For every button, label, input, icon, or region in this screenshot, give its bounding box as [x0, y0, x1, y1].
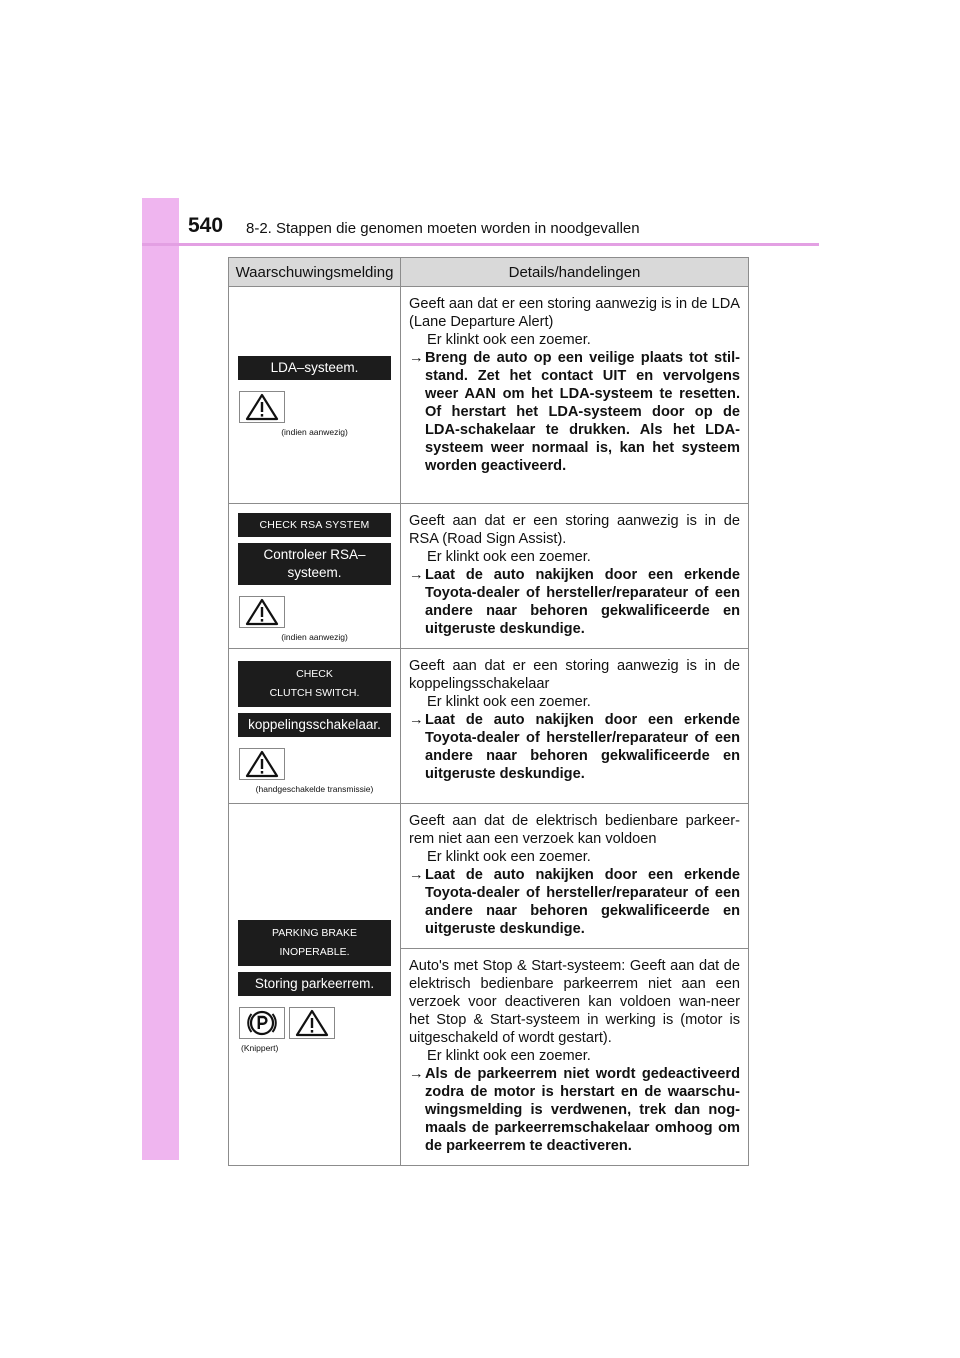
blinking-caption: (Knippert)	[241, 1042, 279, 1053]
warning-triangle-icon	[239, 596, 285, 628]
warning-message-line: CHECK	[296, 668, 333, 680]
chapter-side-tab	[142, 198, 179, 1160]
action-instruction	[409, 866, 740, 938]
availability-caption: (indien aanwezig)	[281, 632, 348, 642]
details-cell	[401, 949, 749, 1166]
arrow-icon: →	[409, 567, 424, 583]
buzzer-note: Er klinkt ook een zoemer.	[427, 332, 591, 348]
buzzer-note: Er klinkt ook een zoemer.	[427, 694, 591, 710]
action-text: Als de parkeerrem niet wordt gedeactiveerd zodra de motor is herstart en de waarschu-wingsmelding is verdwenen, trek dan nog-maals de parkeerremschakelaar omhoog om de parkeerrem te deactiveren.	[425, 1066, 740, 1154]
section-title: 8-2. Stappen die genomen moeten worden in noodgevallen	[246, 220, 640, 237]
table-row	[229, 804, 749, 949]
warning-message-clutch: koppelingsschakelaar.	[238, 713, 391, 737]
warning-message-lda: LDA–systeem.	[238, 356, 391, 380]
availability-caption: (handgeschakelde transmissie)	[255, 784, 374, 794]
warning-message-storing-parkeerrem: Storing parkeerrem.	[238, 972, 391, 996]
table-row	[229, 649, 749, 804]
warning-message-line: INOPERABLE.	[279, 945, 350, 958]
warning-image-cell	[229, 287, 401, 504]
header-rule	[142, 243, 819, 246]
action-instruction	[409, 1065, 740, 1155]
details-cell	[401, 287, 749, 504]
column-header-warning: Waarschuwingsmelding	[229, 258, 401, 287]
warning-message-check-clutch	[238, 661, 391, 707]
parking-brake-p-icon	[239, 1007, 285, 1039]
arrow-icon: →	[409, 1066, 424, 1082]
page-number: 540	[188, 214, 224, 237]
column-header-details: Details/handelingen	[401, 258, 749, 287]
warning-triangle-icon	[289, 1007, 335, 1039]
table-row	[229, 504, 749, 649]
action-instruction	[409, 349, 740, 475]
action-instruction	[409, 711, 740, 783]
warning-message-check-rsa: CHECK RSA SYSTEM	[238, 513, 391, 537]
details-cell	[401, 649, 749, 804]
action-instruction	[409, 566, 740, 638]
arrow-icon: →	[409, 712, 424, 728]
warning-triangle-icon	[239, 391, 285, 423]
action-text: Breng de auto op een veilige plaats tot stil-stand. Zet het contact UIT en vervolgens weer AAN om het LDA-systeem te resetten. Of herstart het LDA-systeem door op de LDA-schakelaar te drukken. Als het LDA-systeem weer normaal is, kan het systeem worden geactiveerd.	[425, 350, 740, 474]
arrow-icon: →	[409, 350, 424, 366]
detail-intro: Geeft aan dat de elektrisch bedienbare parkeer-rem niet aan een verzoek kan voldoen	[409, 813, 740, 847]
arrow-icon: →	[409, 867, 424, 883]
table-row	[229, 287, 749, 504]
buzzer-note: Er klinkt ook een zoemer.	[427, 849, 591, 865]
buzzer-note: Er klinkt ook een zoemer.	[427, 549, 591, 565]
details-cell	[401, 804, 749, 949]
warning-message-parking-brake	[238, 920, 391, 966]
detail-intro: Auto's met Stop & Start-systeem: Geeft aan dat de elektrisch bedienbare parkeerrem niet aan een verzoek voor deactiveren kan voldoen wan-neer het Stop & Start-systeem in werking is (motor is uitgeschakeld of wordt gestart).	[409, 958, 740, 1046]
warning-message-table	[228, 257, 749, 1166]
table-header-row	[229, 258, 749, 287]
indicator-icons	[239, 1007, 335, 1039]
action-text: Laat de auto nakijken door een erkende Toyota-dealer of hersteller/reparateur of een andere naar behoren gekwalificeerde en uitgeruste deskundige.	[425, 712, 740, 782]
warning-message-rsa: Controleer RSA–systeem.	[238, 543, 391, 585]
action-text: Laat de auto nakijken door een erkende Toyota-dealer of hersteller/reparateur of een andere naar behoren gekwalificeerde en uitgeruste deskundige.	[425, 867, 740, 937]
detail-intro: Geeft aan dat er een storing aanwezig is in de RSA (Road Sign Assist).	[409, 513, 740, 547]
detail-intro: Geeft aan dat er een storing aanwezig is in de koppelingsschakelaar	[409, 658, 740, 692]
detail-intro: Geeft aan dat er een storing aanwezig is in de LDA (Lane Departure Alert)	[409, 296, 740, 330]
action-text: Laat de auto nakijken door een erkende Toyota-dealer of hersteller/reparateur of een andere naar behoren gekwalificeerde en uitgeruste deskundige.	[425, 567, 740, 637]
warning-message-line: PARKING BRAKE	[272, 926, 357, 939]
warning-image-cell	[229, 804, 401, 1166]
warning-image-cell	[229, 649, 401, 804]
buzzer-note: Er klinkt ook een zoemer.	[427, 1048, 591, 1064]
availability-caption: (indien aanwezig)	[281, 427, 348, 437]
details-cell	[401, 504, 749, 649]
warning-triangle-icon	[239, 748, 285, 780]
warning-image-cell	[229, 504, 401, 649]
warning-message-line: CLUTCH SWITCH.	[269, 687, 360, 699]
